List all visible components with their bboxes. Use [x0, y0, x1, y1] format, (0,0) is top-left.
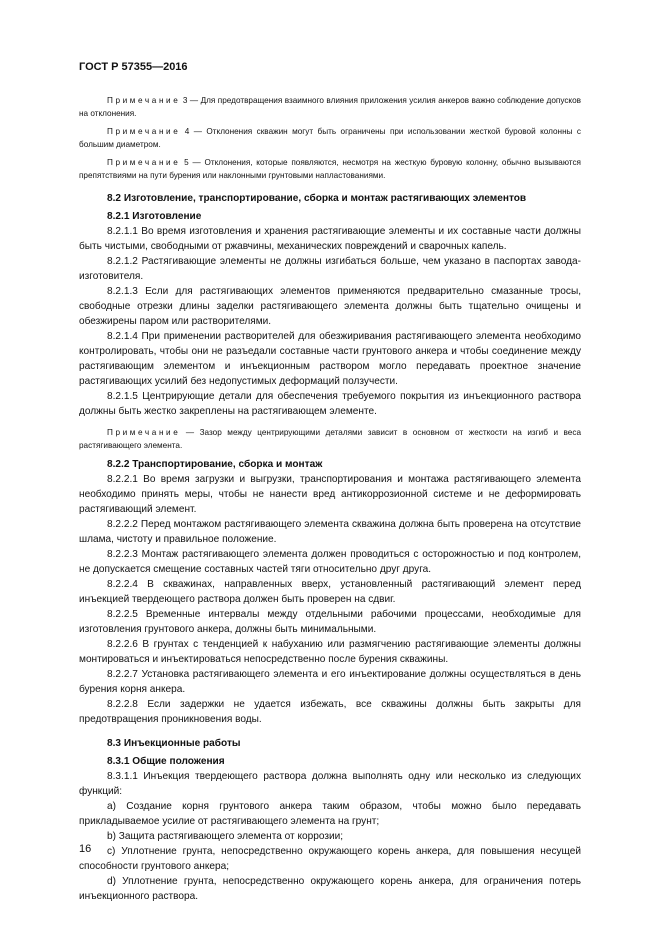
note-label: Примечание — [107, 127, 181, 136]
paragraph-8-2-2-3: 8.2.2.3 Монтаж растягивающего элемента должен проводиться с осторожностью и под контролем, не допускается смещение составных частей тяги относительно друг друга. — [79, 549, 581, 575]
paragraph-8-2-1-2: 8.2.1.2 Растягивающие элементы не должны изгибаться больше, чем указано в паспортах завода-изготовителя. — [79, 256, 581, 282]
paragraph-8-2-2-6: 8.2.2.6 В грунтах с тенденцией к набуханию или размягчению растягивающие элементы должны монтироваться и инъектироваться непосредственно после бурения скважины. — [79, 639, 581, 665]
document-header: ГОСТ Р 57355—2016 — [79, 61, 188, 73]
note-8-2-1 — [79, 426, 581, 452]
note-text: 4 — Отклонения скважин могут быть ограничены при использовании жесткой буровой колонны с большим диаметром. — [79, 127, 581, 149]
paragraph-8-2-1-1: 8.2.1.1 Во время изготовления и хранения растягивающие элементы и их составные части должны быть чистыми, свободными от ржавчины, механических повреждений и сварочных капель. — [79, 226, 581, 252]
subsection-8-2-1-heading: 8.2.1 Изготовление — [107, 211, 202, 222]
page-content — [79, 94, 581, 904]
list-item-a: a) Создание корня грунтового анкера таким образом, чтобы можно было передавать прикладываемое усилие от растягивающего элемента на грунт; — [79, 801, 581, 827]
page-number: 16 — [79, 843, 92, 855]
paragraph-8-3-1-1: 8.3.1.1 Инъекция твердеющего раствора должна выполнять одну или несколько из следующих функций: — [79, 771, 581, 797]
list-item-d: d) Уплотнение грунта, непосредственно окружающего корень анкера, для ограничения потерь инъекционного раствора. — [79, 876, 581, 902]
note-text: 3 — Для предотвращения взаимного влияния приложения усилия анкеров важно соблюдение допусков на отклонения. — [79, 96, 581, 118]
note-text: 5 — Отклонения, которые появляются, несмотря на жесткую буровую колонну, обычно вызываются препятствиями на пути бурения или наклонными грунтовыми напластованиями. — [79, 158, 581, 180]
note-5 — [79, 156, 581, 182]
paragraph-8-2-2-2: 8.2.2.2 Перед монтажом растягивающего элемента скважина должна быть проверена на отсутствие шлама, чистоту и правильное положение. — [79, 519, 581, 545]
paragraph-8-2-1-3: 8.2.1.3 Если для растягивающих элементов применяются предварительно смазанные тросы, свободные отрезки длины заделки растягивающего элемента должны быть тщательно очищены и обезжирены паром или растворителями. — [79, 286, 581, 327]
list-item-b: b) Защита растягивающего элемента от коррозии; — [107, 831, 344, 842]
note-label: Примечание — [107, 158, 181, 167]
paragraph-8-2-2-7: 8.2.2.7 Установка растягивающего элемента и его инъектирование должны осуществляться в день бурения корня анкера. — [79, 669, 581, 695]
paragraph-8-2-1-4: 8.2.1.4 При применении растворителей для обезжиривания растягивающего элемента необходимо контролировать, чтобы они не разъедали составные части грунтового анкера и чтобы соединение между растягивающим элементом и инъекционным раствором могло передавать проектное значение растягивающих усилий без недопустимых деформаций ползучести. — [79, 331, 581, 387]
note-label: Примечание — [107, 96, 181, 105]
paragraph-8-2-2-8: 8.2.2.8 Если задержки не удается избежать, все скважины должны быть закрыты для предотвращения проникновения воды. — [79, 699, 581, 725]
paragraph-8-2-1-5: 8.2.1.5 Центрирующие детали для обеспечения требуемого покрытия из инъекционного раствора должны быть жестко закреплены на растягивающем элементе. — [79, 391, 581, 417]
subsection-8-3-1-heading: 8.3.1 Общие положения — [107, 756, 225, 767]
paragraph-8-2-2-1: 8.2.2.1 Во время загрузки и выгрузки, транспортирования и монтажа растягивающего элемента необходимо принять меры, чтобы не нанести вред антикоррозионной системе и не деформировать растягивающий элемент. — [79, 474, 581, 515]
subsection-8-2-2-heading: 8.2.2 Транспортирование, сборка и монтаж — [107, 459, 323, 470]
section-8-2-heading: 8.2 Изготовление, транспортирование, сборка и монтаж растягивающих элементов — [107, 193, 527, 204]
list-item-c: c) Уплотнение грунта, непосредственно окружающего корень анкера, для повышения несущей способности грунтового анкера; — [79, 846, 581, 872]
note-4 — [79, 125, 581, 151]
note-text: — Зазор между центрирующими деталями зависит в основном от жесткости на изгиб и веса растягивающего элемента. — [79, 428, 581, 450]
paragraph-8-2-2-5: 8.2.2.5 Временные интервалы между отдельными рабочими процессами, необходимые для изготовления грунтового анкера, должны быть минимальными. — [79, 609, 581, 635]
note-label: Примечание — [107, 428, 181, 437]
paragraph-8-2-2-4: 8.2.2.4 В скважинах, направленных вверх, установленный растягивающий элемент перед инъекцией твердеющего раствора должен быть проверен на сдвиг. — [79, 579, 581, 605]
section-8-3-heading: 8.3 Инъекционные работы — [107, 738, 241, 749]
note-3 — [79, 94, 581, 120]
